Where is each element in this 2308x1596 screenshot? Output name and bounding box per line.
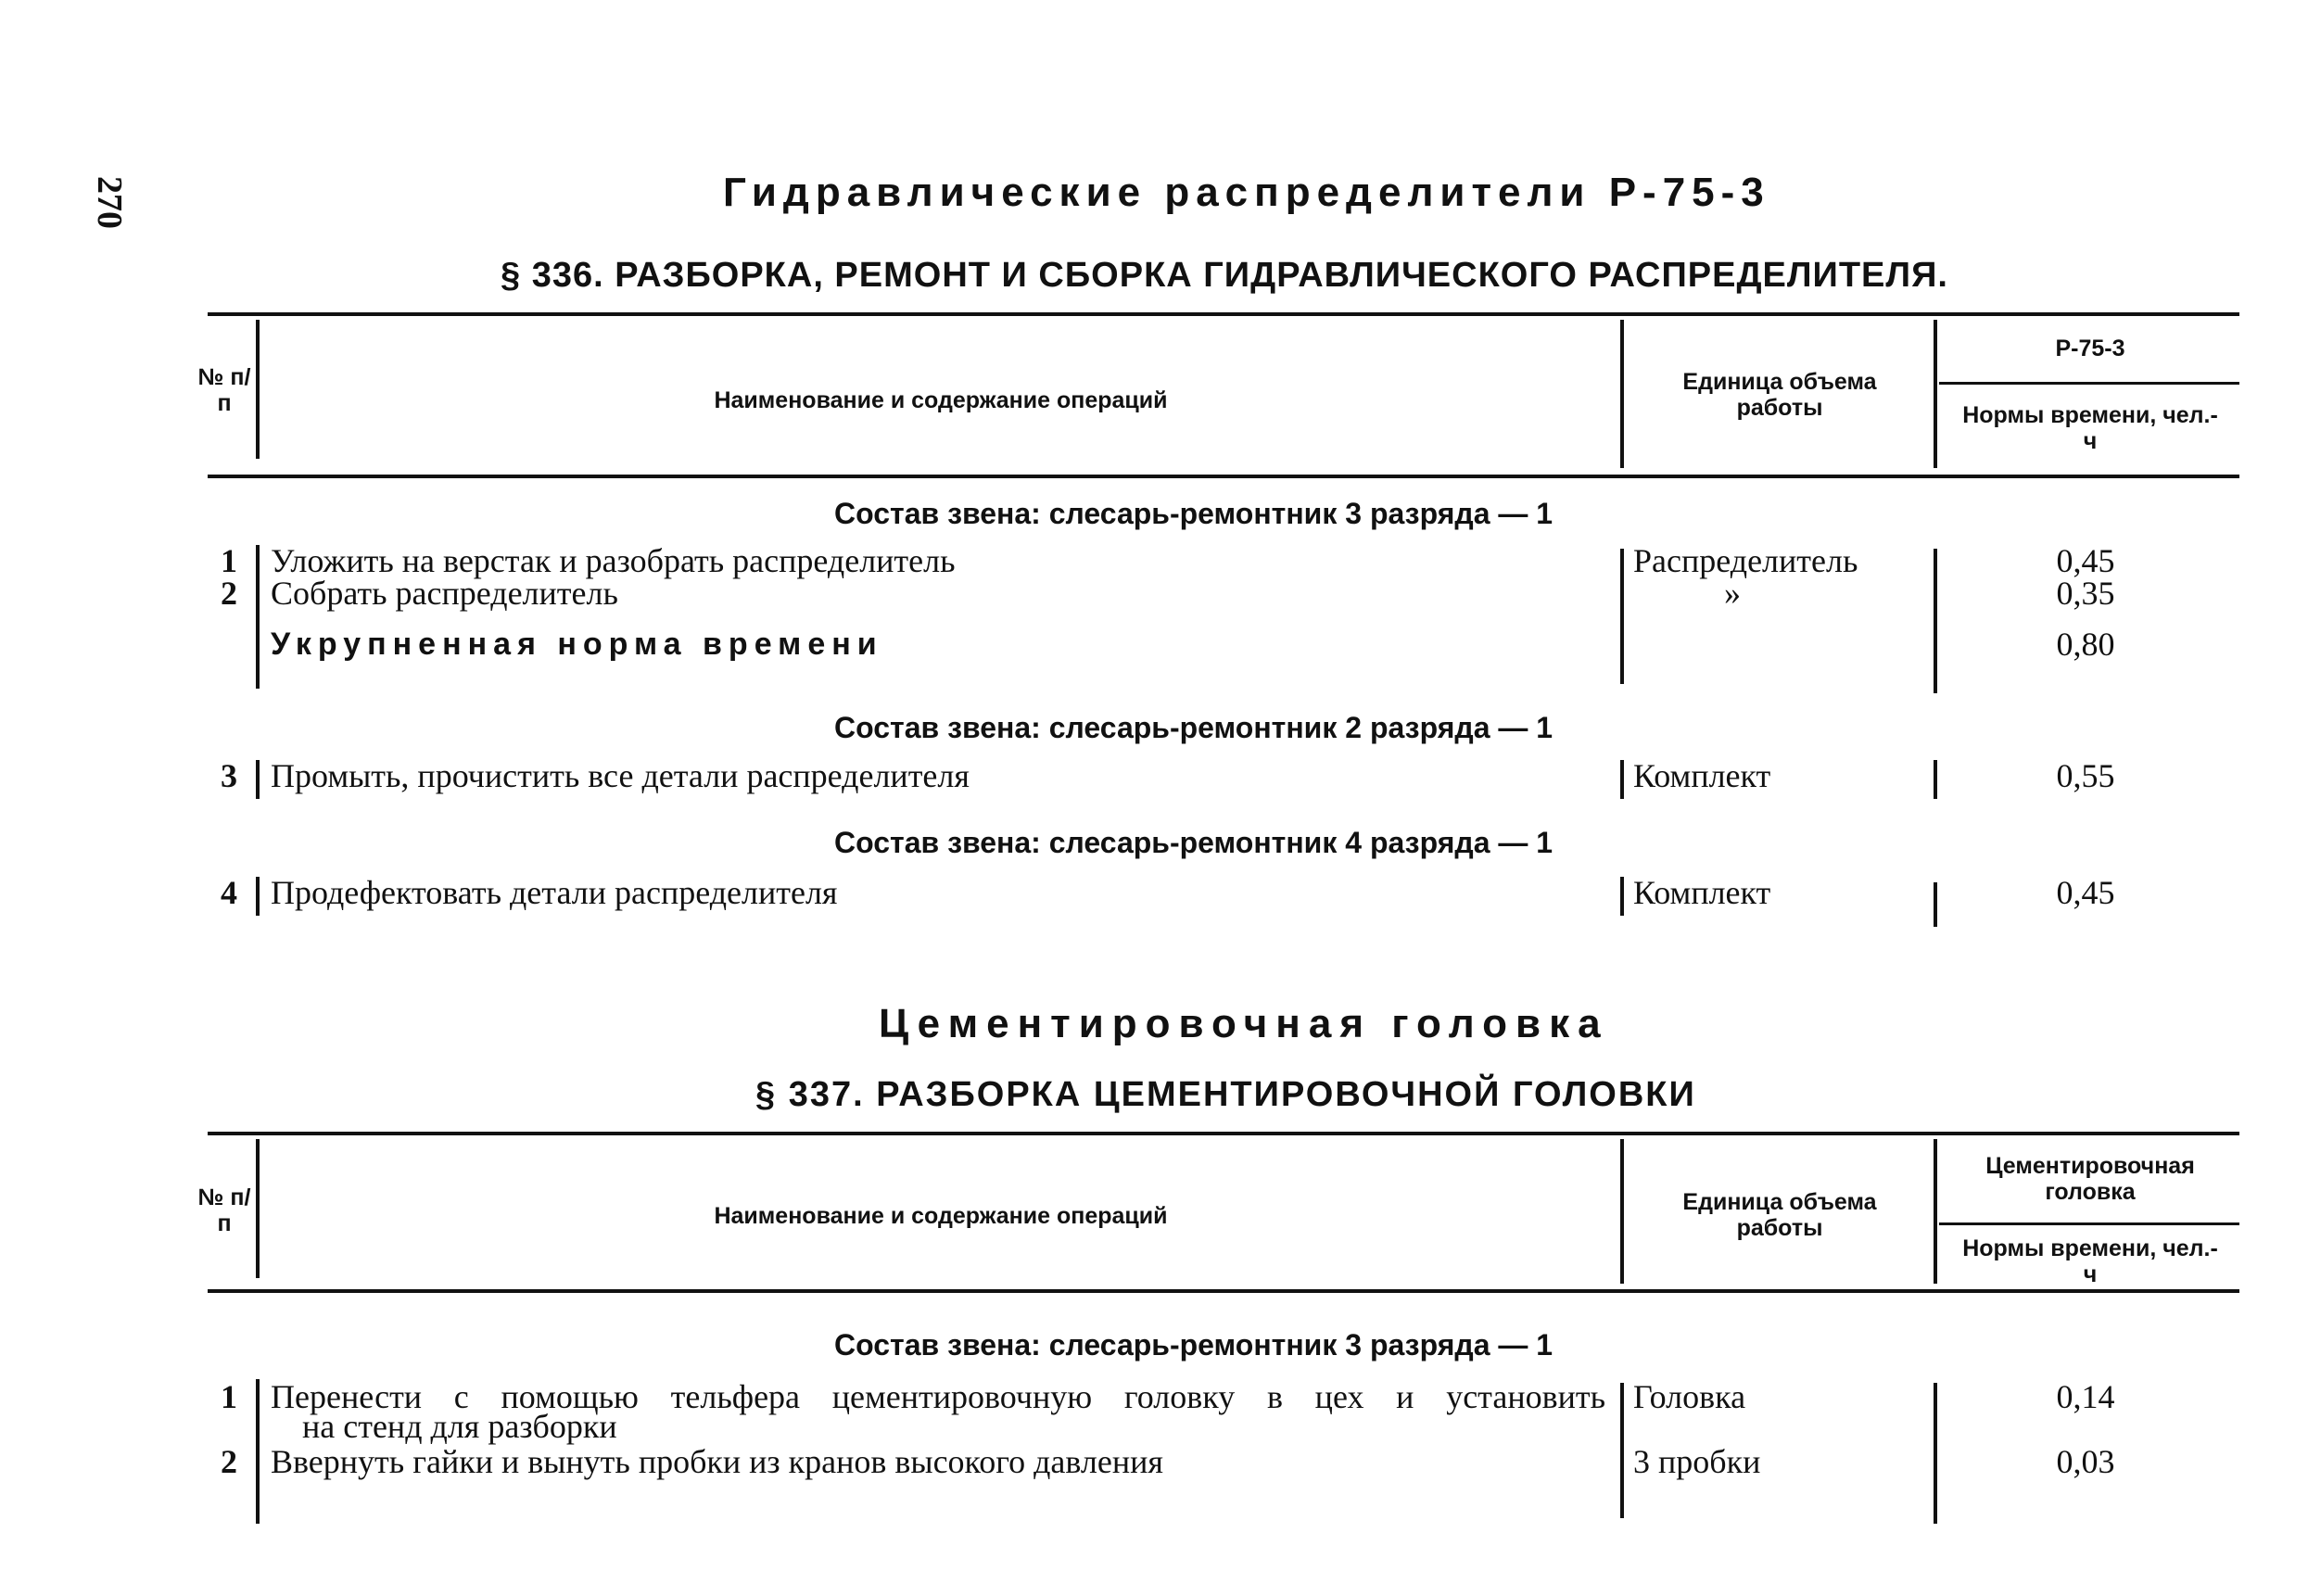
row-operation: Уложить на верстак и разобрать распределитель [271,542,956,579]
row-number: 2 [221,575,237,612]
section1-title: Гидравлические распределители Р-75-3 [723,170,1770,215]
row-unit: 3 пробки [1633,1443,1761,1480]
table2-hdr-vline-1 [256,1139,260,1278]
row-operation: Промыть, прочистить все детали распределителя [271,757,970,794]
table2-hdr-vline-2 [1620,1139,1624,1284]
table2-header-name: Наименование и содержание операций [714,1203,1168,1229]
table1-body-vline-1 [256,545,260,689]
section2-subtitle: § 337. РАЗБОРКА ЦЕМЕНТИРОВОЧНОЙ ГОЛОВКИ [755,1075,1696,1114]
row-number: 2 [221,1443,237,1480]
table2-header-num: № п/п [197,1184,251,1236]
row-norm: 0,45 [2056,874,2115,911]
row-operation-continuation: на стенд для разборки [302,1408,617,1445]
table2-body-vline-1 [256,1379,260,1524]
table2-body-vline-2 [1620,1383,1624,1518]
row-vline [1934,882,1937,927]
table2-header-unit: Единица объема работы [1682,1189,1877,1241]
row-operation: Собрать распределитель [271,575,618,612]
table2-header-norm: Нормы времени, чел.-ч [1962,1235,2218,1287]
total-value: 0,80 [2056,626,2115,663]
row-unit: Распределитель [1633,542,1858,579]
row-vline [256,877,260,916]
row-vline [1620,760,1624,799]
table1-hdr-vline-1 [256,320,260,459]
row-operation: Продефектовать детали распределителя [271,874,838,911]
table1-header-bottom-rule [208,475,2239,478]
row-norm: 0,45 [2056,542,2115,579]
row-number: 4 [221,874,237,911]
table1-header-num: № п/п [197,364,251,416]
row-norm: 0,35 [2056,575,2115,612]
table2-body-vline-3 [1934,1383,1937,1524]
table1-crew-2: Состав звена: слесарь-ремонтник 2 разряда — 1 [834,711,1553,744]
row-unit: Комплект [1633,874,1771,911]
table1-body-vline-3 [1934,549,1937,693]
table1-body-vline-2 [1620,549,1624,684]
table1-group-rule [1939,382,2239,385]
row-norm: 0,55 [2056,757,2115,794]
table1-hdr-vline-3 [1934,320,1937,468]
table2-top-rule [208,1132,2239,1135]
row-norm: 0,03 [2056,1443,2115,1480]
table1-hdr-vline-2 [1620,320,1624,468]
total-label: Укрупненная норма времени [271,627,883,662]
table2-group-rule [1939,1222,2239,1225]
row-unit: Головка [1633,1378,1746,1415]
section2-title: Цементировочная головка [879,1001,1609,1046]
table2-hdr-vline-3 [1934,1139,1937,1284]
row-operation: Ввернуть гайки и вынуть пробки из кранов высокого давления [271,1443,1163,1480]
table1-header-group: Р-75-3 [2055,336,2125,361]
row-vline [1620,877,1624,916]
page-number: 270 [90,176,129,229]
row-operation: Перенести с помощью тельфера цементировочную головку в цех и установить [271,1378,1605,1415]
table2-header-bottom-rule [208,1289,2239,1293]
row-number: 1 [221,1378,237,1415]
row-vline [1934,760,1937,799]
row-vline [256,760,260,799]
row-number: 1 [221,542,237,579]
row-unit: » [1724,575,1741,612]
row-norm: 0,14 [2056,1378,2115,1415]
table1-crew-3: Состав звена: слесарь-ремонтник 4 разряда — 1 [834,826,1553,859]
table1-crew-1: Состав звена: слесарь-ремонтник 3 разряда — 1 [834,497,1553,530]
table2-crew-1: Состав звена: слесарь-ремонтник 3 разряда — 1 [834,1328,1553,1362]
section1-subtitle: § 336. РАЗБОРКА, РЕМОНТ И СБОРКА ГИДРАВЛИЧЕСКОГО РАСПРЕДЕЛИТЕЛЯ. [501,256,1948,295]
table1-header-name: Наименование и содержание операций [714,387,1168,413]
row-unit: Комплект [1633,757,1771,794]
table2-header-group: Цементировочная головка [1985,1153,2195,1205]
table1-header-norm: Нормы времени, чел.-ч [1962,402,2218,454]
table1-header-unit: Единица объема работы [1682,369,1877,421]
row-number: 3 [221,757,237,794]
table1-top-rule [208,312,2239,316]
